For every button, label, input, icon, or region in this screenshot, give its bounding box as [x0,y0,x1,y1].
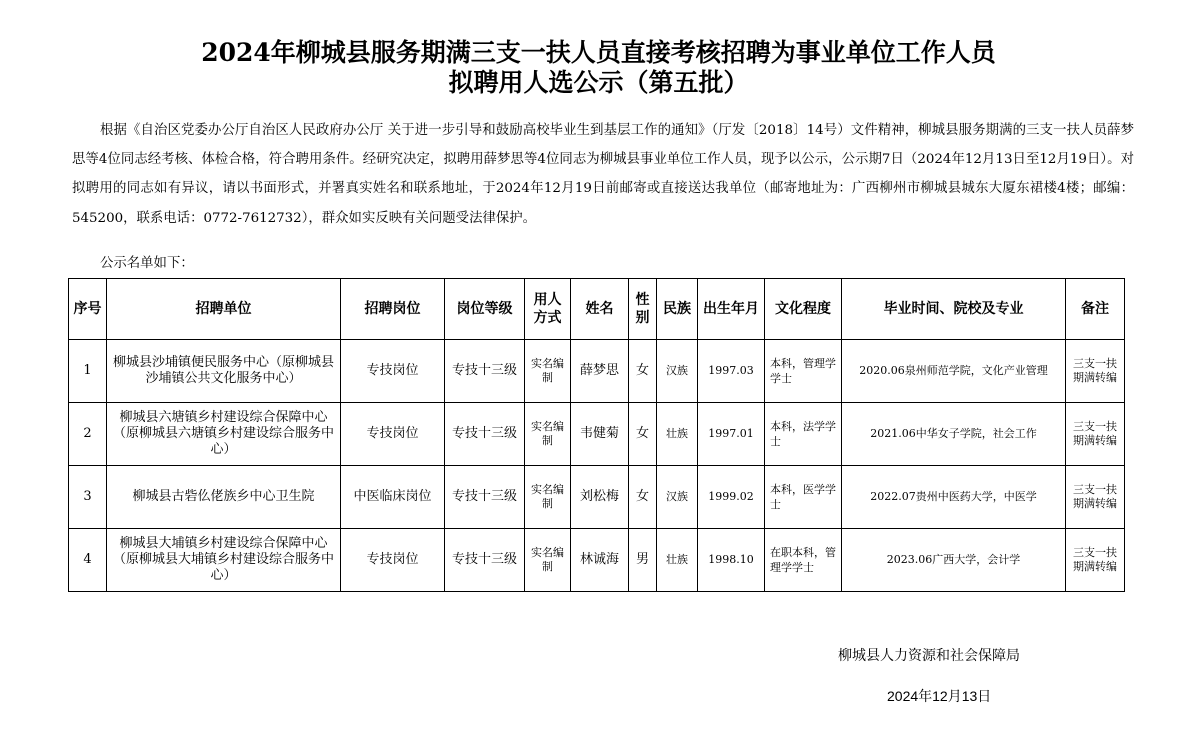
candidate-table [68,278,1125,592]
cell-education: 本科，医学学士 [765,466,842,529]
intro-paragraph: 根据《自治区党委办公厅自治区人民政府办公厅 关于进一步引导和鼓励高校毕业生到基层工作的通知》（厅发〔2018〕14号）文件精神，柳城县服务期满的三支一扶人员薛梦思等4位同志经考核、体检合格，符合聘用条件。经研究决定，拟聘用薛梦思等4位同志为柳城县事业单位工作人员，现予以公示，公示期7日（2024年12月13日至12月19日）。对拟聘用的同志如有异议，请以书面形式，并署真实姓名和联系地址，于2024年12月19日前邮寄或直接送达我单位（邮寄地址为：广西柳州市柳城县城东大厦东裙楼4楼；邮编：545200，联系电话：0772-7612732），群众如实反映有关问题受法律保护。 [72,123,1134,226]
document-title-line2: 拟聘用人选公示（第五批） [448,68,749,97]
table-header-row [69,279,1125,340]
cell-name: 刘松梅 [571,466,629,529]
cell-grade: 专技十三级 [445,529,525,592]
cell-unit: 柳城县大埔镇乡村建设综合保障中心（原柳城县大埔镇乡村建设综合服务中心） [107,529,341,592]
cell-birth: 1997.01 [698,403,765,466]
cell-gender: 女 [629,466,657,529]
header-employment: 用人方式 [525,279,571,340]
cell-unit: 柳城县沙埔镇便民服务中心（原柳城县沙埔镇公共文化服务中心） [107,340,341,403]
cell-remarks: 三支一扶期满转编 [1066,529,1125,592]
header-grade: 岗位等级 [445,279,525,340]
cell-education: 在职本科，管理学学士 [765,529,842,592]
cell-unit: 柳城县六塘镇乡村建设综合保障中心（原柳城县六塘镇乡村建设综合服务中心） [107,403,341,466]
cell-gender: 女 [629,403,657,466]
header-ethnicity: 民族 [657,279,698,340]
cell-ethnicity: 汉族 [657,466,698,529]
cell-birth: 1998.10 [698,529,765,592]
cell-grade: 专技十三级 [445,466,525,529]
cell-position: 专技岗位 [341,403,445,466]
cell-graduation: 2022.07贵州中医药大学，中医学 [842,466,1066,529]
cell-employment: 实名编制 [525,340,571,403]
list-label: 公示名单如下： [100,256,194,271]
cell-remarks: 三支一扶期满转编 [1066,340,1125,403]
header-remarks: 备注 [1066,279,1125,340]
header-name: 姓名 [571,279,629,340]
cell-graduation: 2021.06中华女子学院，社会工作 [842,403,1066,466]
cell-index: 1 [69,340,107,403]
table-row [69,466,1125,529]
document-title-line1: 2024年柳城县服务期满三支一扶人员直接考核招聘为事业单位工作人员 [201,38,996,67]
cell-education: 本科，管理学学士 [765,340,842,403]
cell-remarks: 三支一扶期满转编 [1066,466,1125,529]
header-education: 文化程度 [765,279,842,340]
cell-index: 4 [69,529,107,592]
header-index: 序号 [69,279,107,340]
cell-position: 中医临床岗位 [341,466,445,529]
header-position: 招聘岗位 [341,279,445,340]
cell-graduation: 2023.06广西大学，会计学 [842,529,1066,592]
cell-ethnicity: 壮族 [657,529,698,592]
table-row [69,340,1125,403]
cell-grade: 专技十三级 [445,340,525,403]
cell-employment: 实名编制 [525,529,571,592]
header-unit: 招聘单位 [107,279,341,340]
cell-gender: 男 [629,529,657,592]
table-row [69,529,1125,592]
issue-date: 2024年12月13日 [887,688,992,704]
header-gender: 性别 [629,279,657,340]
table-row [69,403,1125,466]
cell-index: 2 [69,403,107,466]
cell-ethnicity: 汉族 [657,340,698,403]
cell-position: 专技岗位 [341,529,445,592]
cell-employment: 实名编制 [525,403,571,466]
header-birth: 出生年月 [698,279,765,340]
cell-remarks: 三支一扶期满转编 [1066,403,1125,466]
cell-employment: 实名编制 [525,466,571,529]
cell-position: 专技岗位 [341,340,445,403]
cell-name: 林诚海 [571,529,629,592]
cell-graduation: 2020.06泉州师范学院，文化产业管理 [842,340,1066,403]
cell-name: 薛梦思 [571,340,629,403]
cell-grade: 专技十三级 [445,403,525,466]
cell-ethnicity: 壮族 [657,403,698,466]
cell-birth: 1997.03 [698,340,765,403]
cell-education: 本科，法学学士 [765,403,842,466]
header-graduation: 毕业时间、院校及专业 [842,279,1066,340]
issuing-organization: 柳城县人力资源和社会保障局 [838,647,1020,663]
cell-unit: 柳城县古砦仫佬族乡中心卫生院 [107,466,341,529]
cell-name: 韦健菊 [571,403,629,466]
cell-index: 3 [69,466,107,529]
cell-gender: 女 [629,340,657,403]
cell-birth: 1999.02 [698,466,765,529]
